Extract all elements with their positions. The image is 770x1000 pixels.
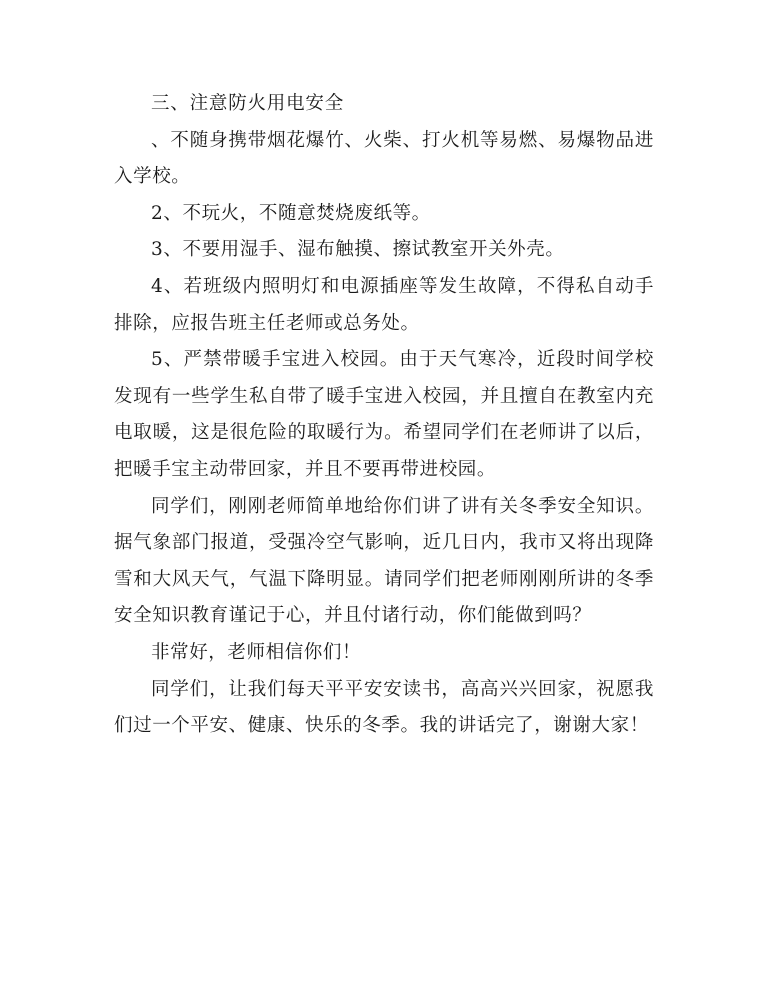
paragraph-closing: 同学们，让我们每天平平安安读书，高高兴兴回家，祝愿我们过一个平安、健康、快乐的冬季。我的讲话完了，谢谢大家！: [114, 678, 654, 737]
paragraph-item-2: 2、不玩火，不随意焚烧废纸等。: [151, 202, 431, 224]
section-heading: 三、注意防火用电安全: [151, 93, 345, 114]
paragraph-item-4: 4、若班级内照明灯和电源插座等发生故障，不得私自动手排除，应报告班主任老师或总务处。: [114, 275, 654, 334]
document-page: [114, 86, 654, 745]
paragraph-item-3: 3、不要用湿手、湿布触摸、擦试教室开关外壳。: [151, 239, 565, 261]
paragraph-item-5: 5、严禁带暖手宝进入校园。由于天气寒冷，近段时间学校发现有一些学生私自带了暖手宝进入校园，并且擅自在教室内充电取暖，这是很危险的取暖行为。希望同学们在老师讲了以后，把暖手宝主动带回家，并且不要再带进校园。: [114, 349, 654, 480]
paragraph-weather-notice: 同学们，刚刚老师简单地给你们讲了讲有关冬季安全知识。据气象部门报道，受强冷空气影响，近几日内，我市又将出现降雪和大风天气，气温下降明显。请同学们把老师刚刚所讲的冬季安全知识教育谨记于心，并且付诸行动，你们能做到吗？: [114, 495, 654, 627]
paragraph-praise: 非常好，老师相信你们！: [151, 641, 362, 663]
paragraph-item-1: 、不随身携带烟花爆竹、火柴、打火机等易燃、易爆物品进入学校。: [114, 129, 654, 188]
